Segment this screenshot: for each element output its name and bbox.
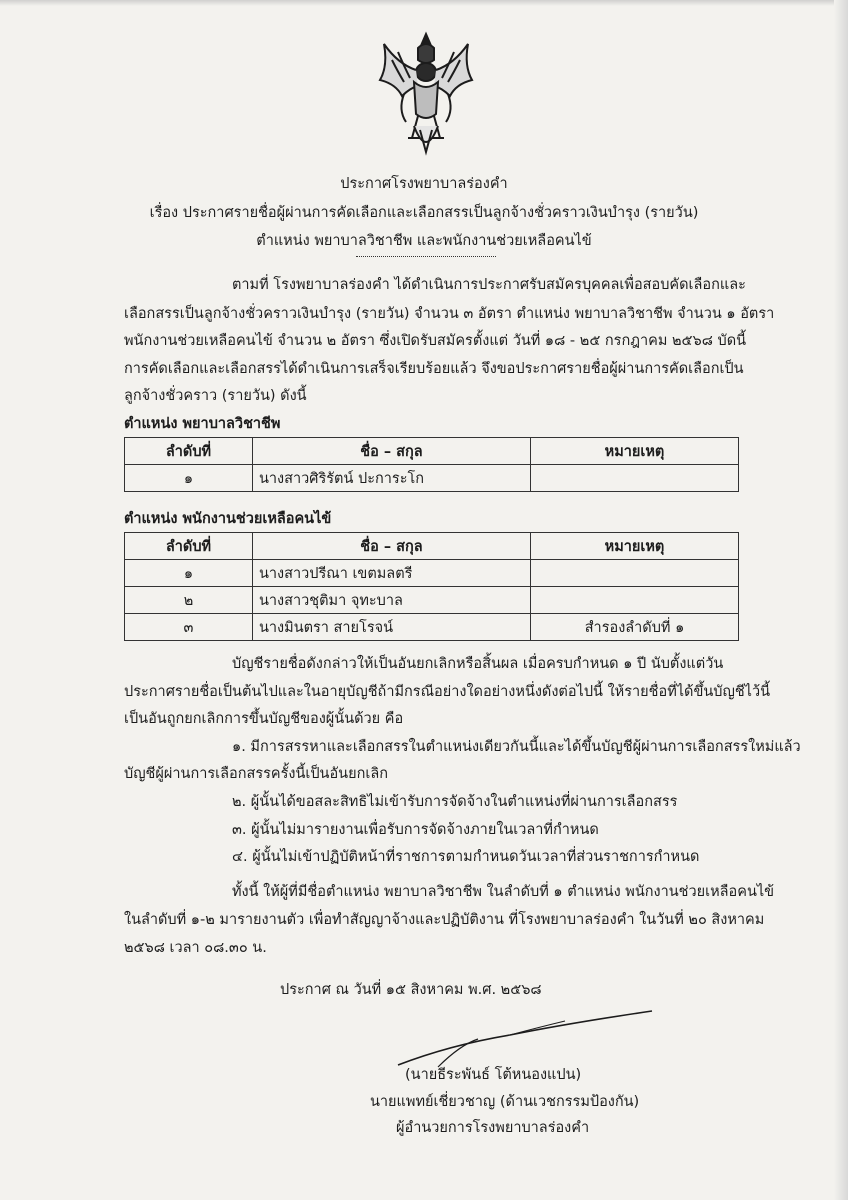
table-row bbox=[125, 587, 739, 614]
row-no: ๓ bbox=[125, 614, 253, 641]
col-header-remark: หมายเหตุ bbox=[531, 533, 739, 560]
announcement-subject: เรื่อง ประกาศรายชื่อผู้ผ่านการคัดเลือกและเลือกสรรเป็นลูกจ้างชั่วคราวเงินบำรุง (รายวัน) bbox=[149, 205, 699, 221]
announcement-org: ประกาศโรงพยาบาลร่องคำ bbox=[340, 176, 508, 192]
validity-line-3: เป็นอันถูกยกเลิกการขึ้นบัญชีของผู้นั้นด้วย คือ bbox=[124, 711, 404, 727]
garuda-emblem-icon bbox=[374, 30, 478, 162]
announced-date: ประกาศ ณ วันที่ ๑๕ สิงหาคม พ.ศ. ๒๕๖๘ bbox=[280, 982, 542, 998]
intro-line-4: การคัดเลือกและเลือกสรรได้ดำเนินการเสร็จเรียบร้อยแล้ว จึงขอประกาศรายชื่อผู้ผ่านการคัดเลือกเป็น bbox=[124, 361, 744, 377]
row-name: นางมินตรา สายโรจน์ bbox=[253, 614, 531, 641]
row-remark bbox=[531, 587, 739, 614]
validity-line-1: บัญชีรายชื่อดังกล่าวให้เป็นอันยกเลิกหรือสิ้นผล เมื่อครบกำหนด ๑ ปี นับตั้งแต่วัน bbox=[232, 656, 724, 672]
table-header-row bbox=[125, 438, 739, 465]
signatory-name: (นายธีระพันธ์ โต้หนองแปน) bbox=[405, 1067, 582, 1083]
table-header-row bbox=[125, 533, 739, 560]
intro-line-1: ตามที่ โรงพยาบาลร่องคำ ได้ดำเนินการประกาศรับสมัครบุคคลเพื่อสอบคัดเลือกและ bbox=[232, 277, 746, 293]
table-row bbox=[125, 465, 739, 492]
assistant-table bbox=[124, 532, 739, 641]
row-no: ๑ bbox=[125, 465, 253, 492]
announcement-positions: ตำแหน่ง พยาบาลวิชาชีพ และพนักงานช่วยเหลือคนไข้ bbox=[256, 233, 592, 249]
table-row bbox=[125, 614, 739, 641]
col-header-no: ลำดับที่ bbox=[125, 533, 253, 560]
row-no: ๒ bbox=[125, 587, 253, 614]
validity-line-2: ประกาศรายชื่อเป็นต้นไปและในอายุบัญชีถ้ามีกรณีอย่างใดอย่างหนึ่งดังต่อไปนี้ ให้รายชื่อที่ได้ขึ้นบัญชีไว้นี้ bbox=[124, 684, 771, 700]
row-name: นางสาวศิริรัตน์ ปะการะโก bbox=[253, 465, 531, 492]
nurse-table bbox=[124, 437, 739, 492]
col-header-name: ชื่อ – สกุล bbox=[253, 533, 531, 560]
row-no: ๑ bbox=[125, 560, 253, 587]
col-header-no: ลำดับที่ bbox=[125, 438, 253, 465]
row-name: นางสาวชุติมา จุทะบาล bbox=[253, 587, 531, 614]
condition-1a: ๑. มีการสรรหาและเลือกสรรในตำแหน่งเดียวกันนี้และได้ขึ้นบัญชีผู้ผ่านการเลือกสรรใหม่แล้ว bbox=[232, 739, 801, 755]
scan-edge-top bbox=[0, 0, 848, 6]
row-remark: สำรองลำดับที่ ๑ bbox=[531, 614, 739, 641]
report-line-2: ในลำดับที่ ๑-๒ มารายงานตัว เพื่อทำสัญญาจ้างและปฏิบัติงาน ที่โรงพยาบาลร่องคำ ในวันที่ ๒๐ สิงหาคม bbox=[124, 912, 765, 928]
row-remark bbox=[531, 560, 739, 587]
condition-3: ๓. ผู้นั้นไม่มารายงานเพื่อรับการจัดจ้างภายในเวลาที่กำหนด bbox=[232, 822, 599, 838]
section-title-nurse: ตำแหน่ง พยาบาลวิชาชีพ bbox=[124, 416, 281, 432]
table-row bbox=[125, 560, 739, 587]
row-remark bbox=[531, 465, 739, 492]
condition-2: ๒. ผู้นั้นได้ขอสละสิทธิไม่เข้ารับการจัดจ้างในตำแหน่งที่ผ่านการเลือกสรร bbox=[232, 794, 678, 810]
col-header-name: ชื่อ – สกุล bbox=[253, 438, 531, 465]
report-line-3: ๒๕๖๘ เวลา ๐๘.๓๐ น. bbox=[124, 940, 267, 956]
dotted-separator bbox=[356, 256, 496, 257]
intro-line-2: เลือกสรรเป็นลูกจ้างชั่วคราวเงินบำรุง (รายวัน) จำนวน ๓ อัตรา ตำแหน่ง พยาบาลวิชาชีพ จำนวน ๑ อัตรา bbox=[124, 306, 775, 322]
intro-line-5: ลูกจ้างชั่วคราว (รายวัน) ดังนี้ bbox=[124, 388, 307, 404]
section-title-assistant: ตำแหน่ง พนักงานช่วยเหลือคนไข้ bbox=[124, 511, 332, 527]
signatory-title: นายแพทย์เชี่ยวชาญ (ด้านเวชกรรมป้องกัน) bbox=[370, 1094, 640, 1110]
col-header-remark: หมายเหตุ bbox=[531, 438, 739, 465]
row-name: นางสาวปรีณา เขตมลตรี bbox=[253, 560, 531, 587]
report-line-1: ทั้งนี้ ให้ผู้ที่มีชื่อตำแหน่ง พยาบาลวิชาชีพ ในลำดับที่ ๑ ตำแหน่ง พนักงานช่วยเหลือคนไข้ bbox=[232, 884, 775, 900]
condition-4: ๔. ผู้นั้นไม่เข้าปฏิบัติหน้าที่ราชการตามกำหนดวันเวลาที่ส่วนราชการกำหนด bbox=[232, 849, 700, 865]
condition-1b: บัญชีผู้ผ่านการเลือกสรรครั้งนี้เป็นอันยกเลิก bbox=[124, 766, 388, 782]
intro-line-3: พนักงานช่วยเหลือคนไข้ จำนวน ๒ อัตรา ซึ่งเปิดรับสมัครตั้งแต่ วันที่ ๑๘ - ๒๕ กรกฎาคม ๒๕๖๘ บัดนี้ bbox=[124, 333, 747, 349]
signatory-role: ผู้อำนวยการโรงพยาบาลร่องคำ bbox=[396, 1120, 590, 1136]
